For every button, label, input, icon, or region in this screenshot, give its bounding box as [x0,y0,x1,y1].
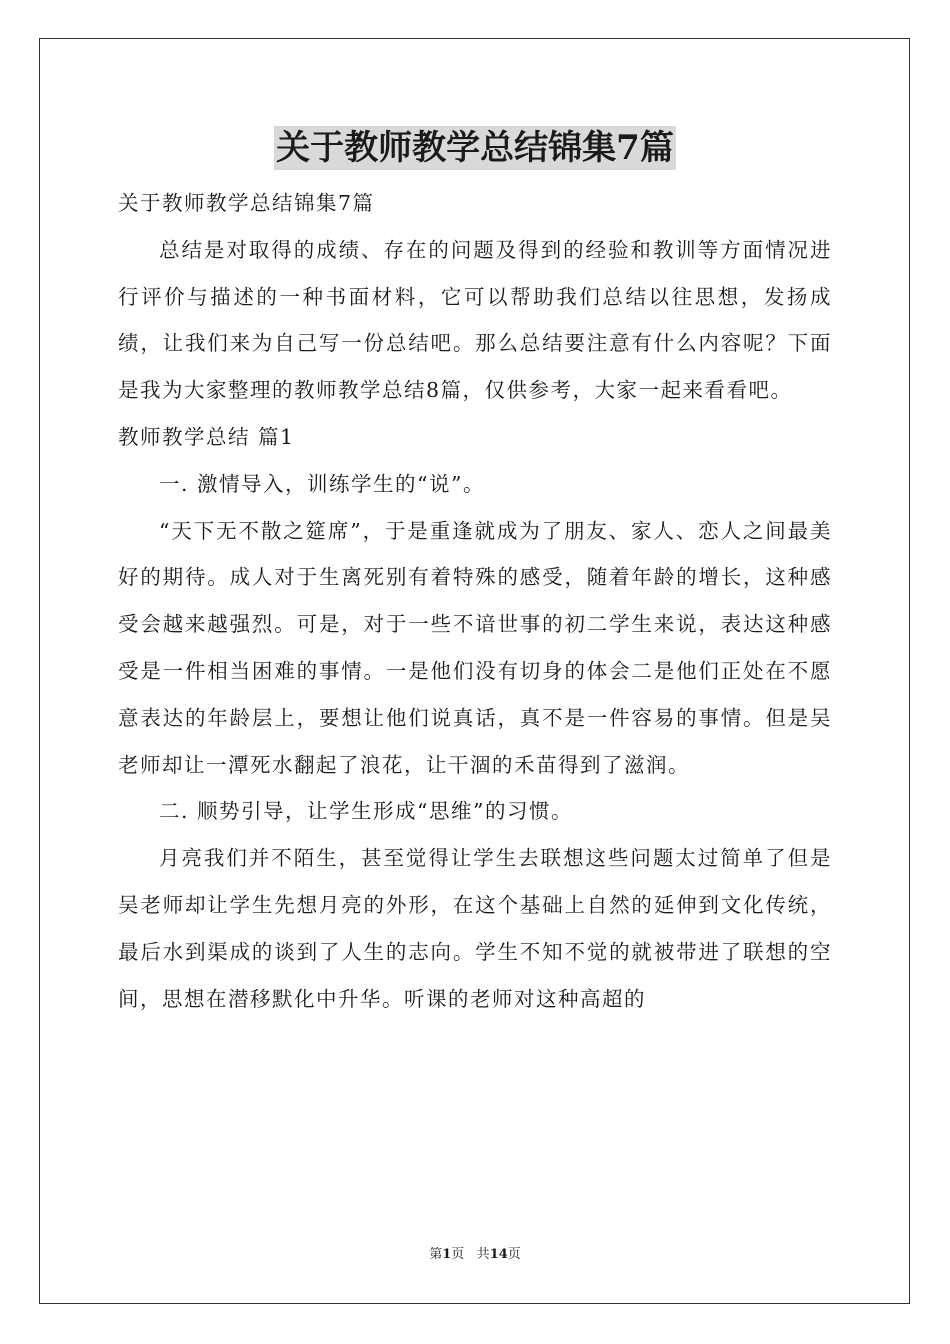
document-title: 关于教师教学总结锦集7篇 [276,128,674,168]
title-container [0,126,950,170]
page-prefix: 第 [429,1247,443,1262]
section-heading: 教师教学总结 篇1 [118,424,295,449]
page-suffix: 页 [451,1247,465,1262]
page-current: 1 [442,1247,452,1262]
body-paragraph: “天下无不散之筵席”，于是重逢就成为了朋友、家人、恋人之间最美好的期待。成人对于生离死别有着特殊的感受，随着年龄的增长，这种感受会越来越强烈。可是，对于一些不谙世事的初二学生来说，表达这种感受是一件相当困难的事情。一是他们没有切身的体会二是他们正处在不愿意表达的年龄层上，要想让他们说真话，真不是一件容易的事情。但是吴老师却让一潭死水翻起了浪花，让干涸的禾苗得到了滋润。 [118,518,832,777]
page-footer [0,1246,950,1264]
total-prefix: 共 [476,1247,490,1262]
total-pages: 14 [489,1247,508,1262]
point-heading: 二. 顺势引导，让学生形成“思维”的习惯。 [159,799,573,824]
body-paragraph: 月亮我们并不陌生，甚至觉得让学生去联想这些问题太过简单了但是吴老师却让学生先想月亮的外形，在这个基础上自然的延伸到文化传统，最后水到渠成的谈到了人生的志向。学生不知不觉的就被带进了联想的空间，思想在潜移默化中升华。听课的老师对这种高超的 [118,846,832,1011]
point-heading: 一. 激情导入，训练学生的“说”。 [159,471,485,496]
document-body [118,180,832,1022]
intro-paragraph: 总结是对取得的成绩、存在的问题及得到的经验和教训等方面情况进行评价与描述的一种书面材料，它可以帮助我们总结以往思想，发扬成绩，让我们来为自己写一份总结吧。那么总结要注意有什么内容呢？下面是我为大家整理的教师教学总结8篇，仅供参考，大家一起来看看吧。 [118,237,832,403]
document-subtitle: 关于教师教学总结锦集7篇 [118,191,375,215]
total-suffix: 页 [507,1247,521,1262]
